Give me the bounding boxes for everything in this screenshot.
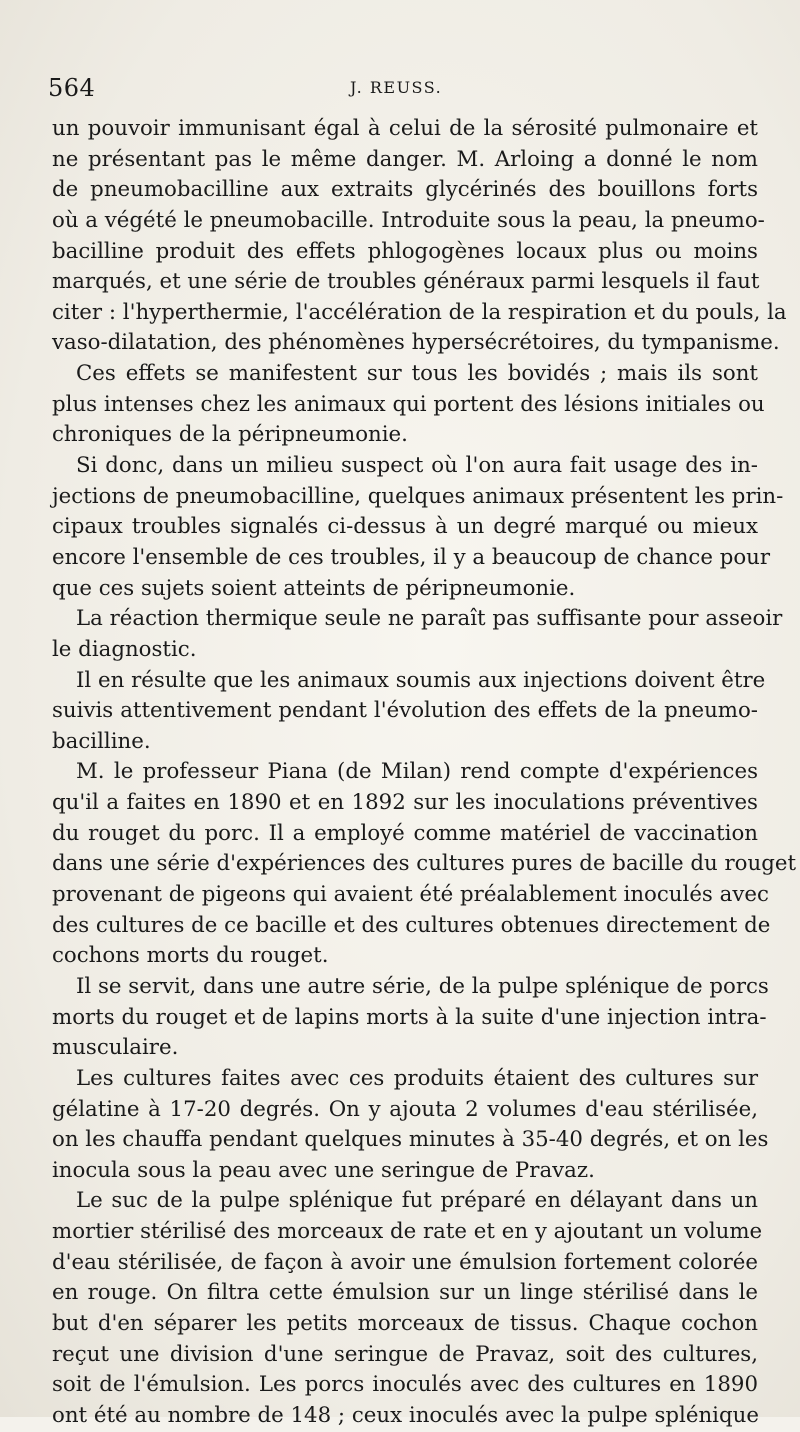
- text-line: en rouge. On filtra cette émulsion sur un linge stérilisé dans le: [52, 1280, 758, 1306]
- body-text: [52, 114, 797, 1432]
- text-line: Si donc, dans un milieu suspect où l'on aura fait usage des in-: [76, 453, 758, 479]
- text-line: où a végété le pneumobacille. Introduite sous la peau, la pneumo-: [52, 207, 765, 233]
- text-line: gélatine à 17-20 degrés. On y ajouta 2 volumes d'eau stérilisée,: [52, 1096, 758, 1122]
- text-line: chroniques de la péripneumonie.: [52, 422, 408, 448]
- text-line: du rouget du porc. Il a employé comme matériel de vaccination: [52, 820, 758, 846]
- text-line: ne présentant pas le même danger. M. Arloing a donné le nom: [52, 146, 758, 172]
- text-line: reçut une division d'une seringue de Pravaz, soit des cultures,: [52, 1341, 758, 1367]
- text-line: Il se servit, dans une autre série, de la pulpe splénique de porcs: [76, 973, 769, 999]
- text-line: Ces effets se manifestent sur tous les bovidés ; mais ils sont: [76, 361, 758, 387]
- text-line: citer : l'hyperthermie, l'accélération de la respiration et du pouls, la: [52, 299, 787, 325]
- text-line: Les cultures faites avec ces produits étaient des cultures sur: [76, 1065, 758, 1091]
- page-number: 564: [48, 74, 96, 102]
- text-line: vaso-dilatation, des phénomènes hypersécrétoires, du tympanisme.: [52, 330, 780, 356]
- text-line: but d'en séparer les petits morceaux de tissus. Chaque cochon: [52, 1310, 758, 1336]
- text-line: d'eau stérilisée, de façon à avoir une émulsion fortement colorée: [52, 1249, 758, 1275]
- text-line: Il en résulte que les animaux soumis aux injections doivent être: [76, 667, 766, 693]
- text-line: ont été au nombre de 148 ; ceux inoculés avec la pulpe splénique: [52, 1402, 759, 1428]
- text-line: bacilline produit des effets phlogogènes locaux plus ou moins: [52, 238, 758, 264]
- text-line: on les chauffa pendant quelques minutes à 35-40 degrés, et on les: [52, 1127, 769, 1153]
- text-line: bacilline.: [52, 728, 151, 754]
- text-line: provenant de pigeons qui avaient été préalablement inoculés avec: [52, 882, 769, 908]
- text-line: dans une série d'expériences des cultures pures de bacille du rouget: [52, 851, 797, 877]
- text-line: soit de l'émulsion. Les porcs inoculés avec des cultures en 1890: [52, 1372, 758, 1398]
- text-line: jections de pneumobacilline, quelques animaux présentent les prin-: [52, 483, 784, 509]
- running-head: J. REUSS.: [350, 78, 443, 97]
- text-line: encore l'ensemble de ces troubles, il y a beaucoup de chance pour: [52, 544, 771, 570]
- text-line: M. le professeur Piana (de Milan) rend compte d'expériences: [76, 759, 758, 785]
- text-line: le diagnostic.: [52, 636, 197, 662]
- text-line: de pneumobacilline aux extraits glycérinés des bouillons forts: [52, 177, 758, 203]
- text-line: musculaire.: [52, 1035, 179, 1061]
- text-line: qu'il a faites en 1890 et en 1892 sur les inoculations préventives: [52, 790, 758, 816]
- text-line: La réaction thermique seule ne paraît pas suffisante pour asseoir: [76, 606, 783, 632]
- text-line: que ces sujets soient atteints de péripneumonie.: [52, 575, 576, 601]
- text-line: Le suc de la pulpe splénique fut préparé en délayant dans un: [76, 1188, 758, 1214]
- text-line: suivis attentivement pendant l'évolution des effets de la pneumo-: [52, 698, 758, 724]
- text-line: plus intenses chez les animaux qui portent des lésions initiales ou: [52, 391, 765, 417]
- text-line: un pouvoir immunisant égal à celui de la sérosité pulmonaire et: [52, 116, 758, 141]
- text-line: inocula sous la peau avec une seringue de Pravaz.: [52, 1157, 595, 1183]
- text-line: morts du rouget et de lapins morts à la suite d'une injection intra-: [52, 1004, 767, 1030]
- page-header: [48, 74, 748, 104]
- text-line: cochons morts du rouget.: [52, 943, 329, 969]
- text-line: cipaux troubles signalés ci-dessus à un degré marqué ou mieux: [52, 514, 758, 540]
- text-line: mortier stérilisé des morceaux de rate et en y ajoutant un volume: [52, 1219, 763, 1245]
- text-line: des cultures de ce bacille et des cultures obtenues directement de: [52, 912, 771, 938]
- text-line: marqués, et une série de troubles généraux parmi lesquels il faut: [52, 269, 760, 295]
